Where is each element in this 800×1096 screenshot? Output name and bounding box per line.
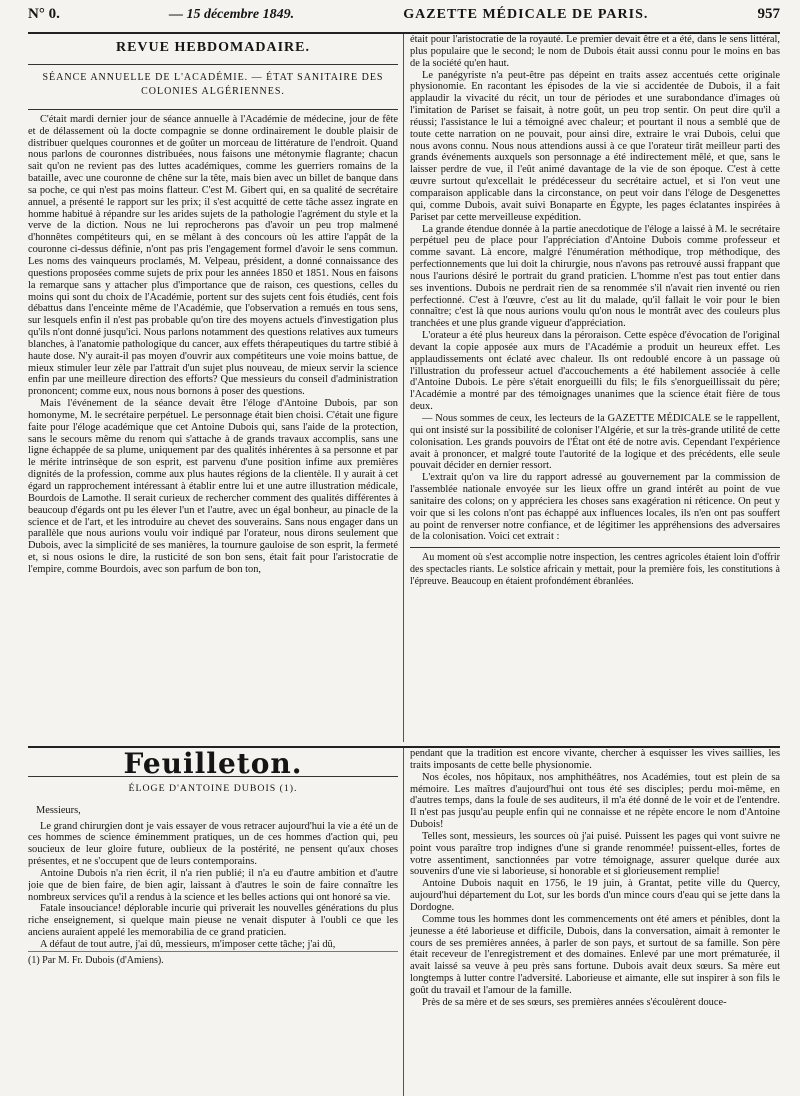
paragraph: Telles sont, messieurs, les sources où j'ai puisé. Puissent les pages qui vont suivre ne point vous paraître trop indignes d'une si grande renommée! puissent-elles, fortes de votre assentiment, sanctionnées par votre témoignage, assurer quelque durée aux souvenirs d'une vie si laborieuse, si honorable et si glorieusement remplie! [410, 830, 780, 878]
paragraph: C'était mardi dernier jour de séance annuelle à l'Académie de médecine, jour de fête et de délassement où la docte compagnie se donne ordinairement le double plaisir de distribuer quelques couronnes et de goûter un morceau de littérature de l'endroit. Quand nous parlons de couronnes distribuées, nous faisons une métonymie flagrante; chacun sait qu'on ne revient pas des luttes académiques, comme les guerriers romains de la bataille, avec une couronne de chêne sur la tête, mais bien avec un billet de banque dans sa poche, ce qui n'est pas moins flatteur. C'est M. Gibert qui, en sa qualité de secrétaire annuel, a présenté le rapport sur les prix; il s'est acquitté de cette tâche assez ingrate en homme habitué à répandre sur les arides sujets de la pathologie l'agrément du style et la verve de la diction. Nous ne lui reprocherons pas d'avoir un peu trop malmené d'honnêtes compétiteurs qui, en se mêlant à des concours où les attire l'appât de la couronne ci-dessus définie, n'ont pas pris l'engagement formel d'avoir le sens commun. Les noms des vainqueurs proclamés, M. Velpeau, président, a donné connaissance des questions proposées comme sujets de prix pour les années 1850 et 1851. Nous en faisons la remarque sans y attacher plus d'importance que de raison, ces questions, celles du moins qui sont du choix de l'Académie, portent sur des sujets cent fois étudiés, cent fois débattus dans l'enceinte même de l'Académie, que l'observation a remués en tous sens, sur lesquels enfin il n'est pas probable qu'on tire des moyens actuels d'investigation plus qu'ils n'ont donné jusqu'ici. Nous parlons notamment des questions relatives aux tumeurs blanches, à l'anatomie pathologique du cancer, aux effets thérapeutiques du tartre stibié à haute dose. N'y aurait-il pas moyen d'ouvrir aux compétiteurs une voie moins battue, de mieux stimuler leur zèle par l'attrait d'un sujet plus nouveau, de mieux servir la science enfin par une meilleure direction des efforts? Que messieurs du conseil d'administration prononcent; comme eux, nous nous bornons à poser des questions. [28, 113, 398, 398]
page-number: 957 [757, 6, 780, 22]
divider [28, 64, 398, 65]
section-subheading: SÉANCE ANNUELLE DE L'ACADÉMIE. — ÉTAT SANITAIRE DES COLONIES ALGÉRIENNES. [42, 71, 384, 97]
paragraph: Fatale insouciance! déplorable incurie qui priverait les nouvelles générations du plus riche enseignement, si quelque main pieuse ne venait disputer à l'oubli ce que les anciens auraient appelé les memorabilia de ce grand praticien. [28, 903, 398, 939]
footnote: (1) Par M. Fr. Dubois (d'Amiens). [28, 951, 398, 967]
paragraph: L'orateur a été plus heureux dans la péroraison. Cette espèce d'évocation de l'original devant la copie apposée aux murs de l'Académie a produit un heureux effet. Les applaudissements ont éclaté avec chaleur. Ils ont redoublé encore à un passage où l'illustration du professeur actuel d'accouchements a été habilement associée à celle d'Antoine Dubois. Le père s'était enorgueilli du fils; le fils s'enorgueillissait du père; l'Académie a montré par des témoignages unanimes que la science était fière de tous deux. [410, 330, 780, 413]
eloge-title: ÉLOGE D'ANTOINE DUBOIS (1). [128, 782, 298, 794]
paragraph: A défaut de tout autre, j'ai dû, messieurs, m'imposer cette tâche; j'ai dû, [40, 938, 336, 950]
section-title: REVUE HEBDOMADAIRE. [115, 40, 310, 55]
paragraph: — Nous sommes de ceux, les lecteurs de la GAZETTE MÉDICALE se le rappellent, qui ont insisté sur la possibilité de coloniser l'Algérie, et sur la très-grande utilité de cette colonisation. Les grands pouvoirs de l'État ont été de notre avis. Cependant l'expérience avait à prononcer, et malgré toute l'autorité de la logique et des précédents, elle seule pouvait décider en dernier ressort. [410, 413, 780, 472]
issue-date: — 15 décembre 1849. [168, 7, 295, 22]
page-header [28, 6, 780, 34]
divider [410, 547, 780, 548]
left-column [28, 34, 398, 742]
paragraph: Mais l'événement de la séance devait être l'éloge d'Antoine Dubois, par son homonyme, M. le secrétaire perpétuel. Le personnage était bien choisi. C'était une figure faite pour l'éloge académique que cet Antoine Dubois qui, sans l'aide de la protection, sans le secours même du renom qui s'attache à de grands travaux accomplis, sans une ligne échappée de sa plume, uniquement par des qualités inhérentes à sa personne et par le mérite intrinsèque de son esprit, est parvenu d'une position infime aux premières dignités de la profession, comme aux plus hautes régions de la clientèle. Il y aurait à cet égard un rapprochement intéressant à établir entre lui et une autre illustration médicale, Bourdois de Lamothe. Il serait curieux de rechercher comment des qualités différentes à beaucoup d'égards ont pu les élever l'un et l'autre, avec un égal bonheur, au pinacle de la science et de l'art, et les introduire au chevet des souverains. Sans nous engager dans un parallèle que nous aurions voulu voir indiqué par l'orateur, nous dirons seulement que Dubois, avec la simplicité de ses manières, la tournure gauloise de son esprit, la fermeté et, si nous osions le dire, la rusticité de son bon sens, était fait pour l'aristocratie de l'empire, comme Bourdois, avec son parfum de bon ton, [28, 398, 398, 575]
report-extract: Au moment où s'est accomplie notre inspection, les centres agricoles étaient loin d'offrir des spectacles riants. Le solstice africain y mettait, pour la première fois, les constitutions à l'épreuve. Beaucoup en étaient profondément ébranlées. [410, 552, 780, 587]
right-column [410, 34, 780, 742]
column-divider [403, 748, 404, 1096]
paragraph: Nos écoles, nos hôpitaux, nos amphithéâtres, nos Académies, tout est plein de sa mémoire. Les maîtres d'aujourd'hui ont tous été ses disciples; perdu moi-même, en d'autres temps, dans la foule de ses auditeurs, il m'a été donné de le voir et de l'entendre. Il n'est pas jusqu'au peuple enfin qui ne connaisse et ne répète encore le nom d'Antoine Dubois! [410, 771, 780, 831]
paragraph: était pour l'aristocratie de la royauté. Le premier devait être et a été, dans le sens littéral, plus populaire que le second; le nom de Dubois était aussi connu pour le moins en bas de la société qu'en haut. [410, 34, 780, 69]
paragraph: Antoine Dubois naquit en 1756, le 19 juin, à Grantat, petite ville du Quercy, aujourd'hui département du Lot, sur les bords d'un mince cours d'eau qui se jette dans la Dordogne. [410, 878, 780, 913]
paragraph: Le grand chirurgien dont je vais essayer de vous retracer aujourd'hui la vie a été un de ces hommes de science éminemment pratiques, un de ces hommes d'action qui, peu soucieux de leur gloire future, oublieux de la postérité, ne pensent qu'aux choses présentes, et ne s'occupent que de leurs contemporains. [28, 820, 398, 868]
publication-title: GAZETTE MÉDICALE DE PARIS. [403, 7, 649, 22]
paragraph: Comme tous les hommes dont les commencements ont été amers et pénibles, dont la jeunesse a été laborieuse et difficile, Dubois, dans la conversation, aimait à remonter le cours de ses premières années, à parler de son pays, et surtout de sa famille. Son père était receveur de l'enregistrement et des domaines. Enlevé par une mort prématurée, il avait laissé sa veuve à peu près sans fortune. Dubois avait deux sœurs. Sa mère eut longtemps à lutter contre l'adversité. Laborieuse et aimante, elle sut inspirer à son fils le goût du travail et l'amour de la famille. [410, 913, 780, 996]
paragraph: pendant que la tradition est encore vivante, chercher à esquisser les vives saillies, les traits imposants de cette belle physionomie. [410, 748, 780, 771]
paragraph: L'extrait qu'on va lire du rapport adressé au gouvernement par la commission de l'assemblée nationale envoyée sur les lieux offre un grand intérêt au point de vue sanitaire des colons; on y appréciera les choses sans exagération ni réticence. On peut y voir que si les colons n'ont pas échappé aux influences locales, ils n'en ont pas souffert au point de renverser notre confiance, et de légitimer les appréhensions des adversaires de la colonisation. Voici cet extrait : [410, 472, 780, 543]
feuilleton-left-column [28, 748, 398, 1096]
paragraph: Antoine Dubois n'a rien écrit, il n'a rien publié; il n'a eu d'autre ambition et d'autre joie que de bien faire, de bien agir, laissant à d'autres le soin de faire connaître les nombreux services qu'il a rendus à la science et les belles actions qui ont honoré sa vie. [28, 867, 398, 903]
paragraph: Le panégyriste n'a peut-être pas dépeint en traits assez accentués cette originale physionomie. En racontant les épisodes de la vie si accidentée de Dubois, il a fait applaudir la vivacité du récit, un tour de périodes et une surabondance d'images où l'imitation de Pariset se faisait, à notre goût, un peu trop sentir. On peut dire qu'il a réussi; l'assistance le lui a témoigné avec chaleur; et pourtant il nous a semblé que de toute cette narration on ne pouvait, pour ainsi dire, extraire le vrai Dubois, celui que nous avons connu. Nous nous attendions aussi à ce que l'orateur tirât meilleur parti des grands événements auxquels son personnage a été indirectement mêlé, et que, sans le laisser perdre de vue, il l'eût animé davantage de la vie de son époque. C'est à cette œuvre surtout qu'excellait le prédécesseur du secrétaire actuel, et si l'on veut une comparaison applicable dans la circonstance, on peut voir dans l'éloge de Desgenettes qui, comme Dubois, avait suivi Bonaparte en Égypte, les pages éclatantes inspirées à Pariset par cette merveilleuse expédition. [410, 69, 780, 223]
paragraph: La grande étendue donnée à la partie anecdotique de l'éloge a laissé à M. le secrétaire perpétuel peu de place pour l'appréciation d'Antoine Dubois comme professeur et comme savant. Là encore, malgré l'énumération méthodique, trop méthodique, des perfectionnements que lui doit la chirurgie, nous n'avons pas retrouvé aussi frappant que nous l'aurions désiré le portrait du grand praticien. L'homme n'est pas tout entier dans ses inventions. Dubois ne perdrait rien de sa renommée s'il n'avait rien inventé ou rien perfectionné. C'est à l'œuvre, c'est au lit du malade, qu'il fallait le voir pour le bien connaître; c'est là que nous aurions voulu qu'on nous le montrât avec des couleurs plus tranchées et une plus grande vigueur d'appréciation. [410, 223, 780, 330]
divider [28, 109, 398, 110]
feuilleton-title: Feuilleton. [123, 748, 303, 780]
paragraph: Près de sa mère et de ses sœurs, ses premières années s'écoulèrent douce- [422, 996, 727, 1008]
column-divider [403, 34, 404, 742]
feuilleton-right-column [410, 748, 780, 1096]
feuilleton-columns [28, 748, 780, 1096]
salutation: Messieurs, [36, 804, 81, 816]
main-columns [28, 34, 780, 742]
issue-number: N° 0. [28, 6, 60, 22]
